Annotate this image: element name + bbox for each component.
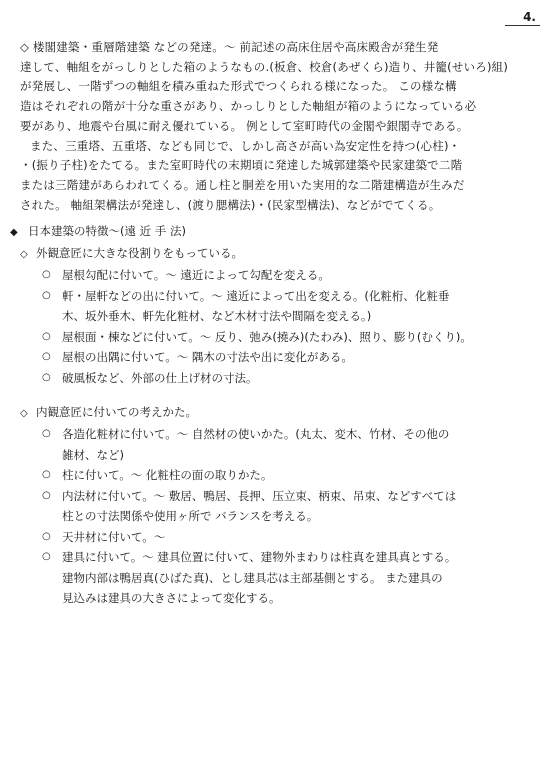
- intro-line: または三階建があらわれてくる。通し柱と胴差を用いた実用的な二階建構造が生みだ: [20, 177, 465, 192]
- circle-bullet-icon: ○: [42, 330, 51, 342]
- list-item: ○ 建具に付いて。～ 建具位置に付いて、建物外まわりは柱真を建具真とする。 建物内部は鴨居真(ひばた真)、とし建具芯は主部基側とする。 また建具の 見込みは建具の大きさによって変化する。: [42, 547, 540, 609]
- interior-heading: [10, 402, 540, 424]
- circle-bullet-icon: ○: [42, 351, 51, 363]
- circle-bullet-icon: ○: [42, 371, 51, 383]
- interior-title: 内観意匠に付いての考えかた。: [36, 405, 197, 420]
- interior-list: [10, 424, 540, 609]
- list-item: ○ 屋根勾配に付いて。～ 遠近によって勾配を変える。: [42, 265, 540, 286]
- list-item: ○ 軒・屋軒などの出に付いて。～ 遠近によって出を変える。(化粧桁、化粧垂 木、坂外垂木、軒先化粧材、など木材寸法や間隔を変える。): [42, 286, 540, 327]
- circle-bullet-icon: ○: [42, 289, 51, 301]
- intro-line: された。 軸組架構法が発達し、(渡り腮構法)・(民家型構法)、などがでてくる。: [20, 197, 441, 212]
- circle-bullet-icon: ○: [42, 469, 51, 481]
- exterior-list: [10, 265, 540, 388]
- diamond-outline-icon: ◇: [20, 249, 28, 261]
- list-item: ○ 破風板など、外部の仕上げ材の寸法。: [42, 368, 540, 389]
- intro-line: ◇ 楼閣建築・重層階建築 などの発達。～ 前記述の高床住居や高床殿舎が発生発: [20, 40, 439, 54]
- circle-bullet-icon: ○: [42, 428, 51, 440]
- list-item: ○ 屋根の出隅に付いて。～ 隅木の寸法や出に変化がある。: [42, 347, 540, 368]
- circle-bullet-icon: ○: [42, 489, 51, 501]
- intro-line: 要があり、地震や台風に耐え優れている。 例として室町時代の金閣や銀閣寺である。: [20, 118, 469, 133]
- circle-bullet-icon: ○: [42, 551, 51, 563]
- list-item: ○ 天井材に付いて。～: [42, 527, 540, 548]
- list-item: ○ 各造化粧材に付いて。～ 自然材の使いかた。(丸太、変木、竹材、その他の 雑材、など): [42, 424, 540, 465]
- list-item: ○ 屋根面・棟などに付いて。～ 反り、弛み(撓み)(たわみ)、照り、膨り(むくり)。: [42, 327, 540, 348]
- list-item: ○ 柱に付いて。～ 化粧柱の面の取りかた。: [42, 465, 540, 486]
- diamond-filled-icon: ◆: [10, 227, 18, 239]
- document-body: [10, 38, 540, 609]
- intro-line: また、三重塔、五重塔、なども同じで、しかし高さが高い為安定性を持つ(心柱)・: [30, 138, 461, 153]
- list-item: ○ 内法材に付いて。～ 敷居、鴨居、長押、压立束、柄束、吊束、などすべては 柱との寸法関係や使用ヶ所で バランスを考える。: [42, 486, 540, 527]
- intro-line: が発展し、一階ずつの軸組を積み重ねた形式でつくられる様になった。 この様な構: [20, 79, 457, 94]
- exterior-heading: [10, 243, 540, 265]
- page-number: 4.: [505, 10, 540, 26]
- intro-paragraph: [10, 38, 540, 215]
- exterior-title: 外観意匠に大きな役割りをもっている。: [36, 246, 243, 261]
- intro-line: 達して、軸組をがっしりとした箱のようなもの.(板倉、校倉(あぜくら)造り、井籠(せいろ)組): [20, 59, 509, 74]
- circle-bullet-icon: ○: [42, 269, 51, 281]
- intro-line: 造はそれぞれの階が十分な重さがあり、かっしりとした軸組が箱のようになっている必: [20, 99, 477, 114]
- section-heading: [10, 221, 540, 243]
- diamond-outline-icon: ◇: [20, 40, 30, 54]
- diamond-outline-icon: ◇: [20, 408, 28, 420]
- intro-line: ・(振り子柱)をたてる。また室町時代の末期頃に発達した城郭建築や民家建築で二階: [20, 158, 463, 173]
- circle-bullet-icon: ○: [42, 530, 51, 542]
- section-title: 日本建築の特徴～(遠 近 手 法): [28, 224, 186, 239]
